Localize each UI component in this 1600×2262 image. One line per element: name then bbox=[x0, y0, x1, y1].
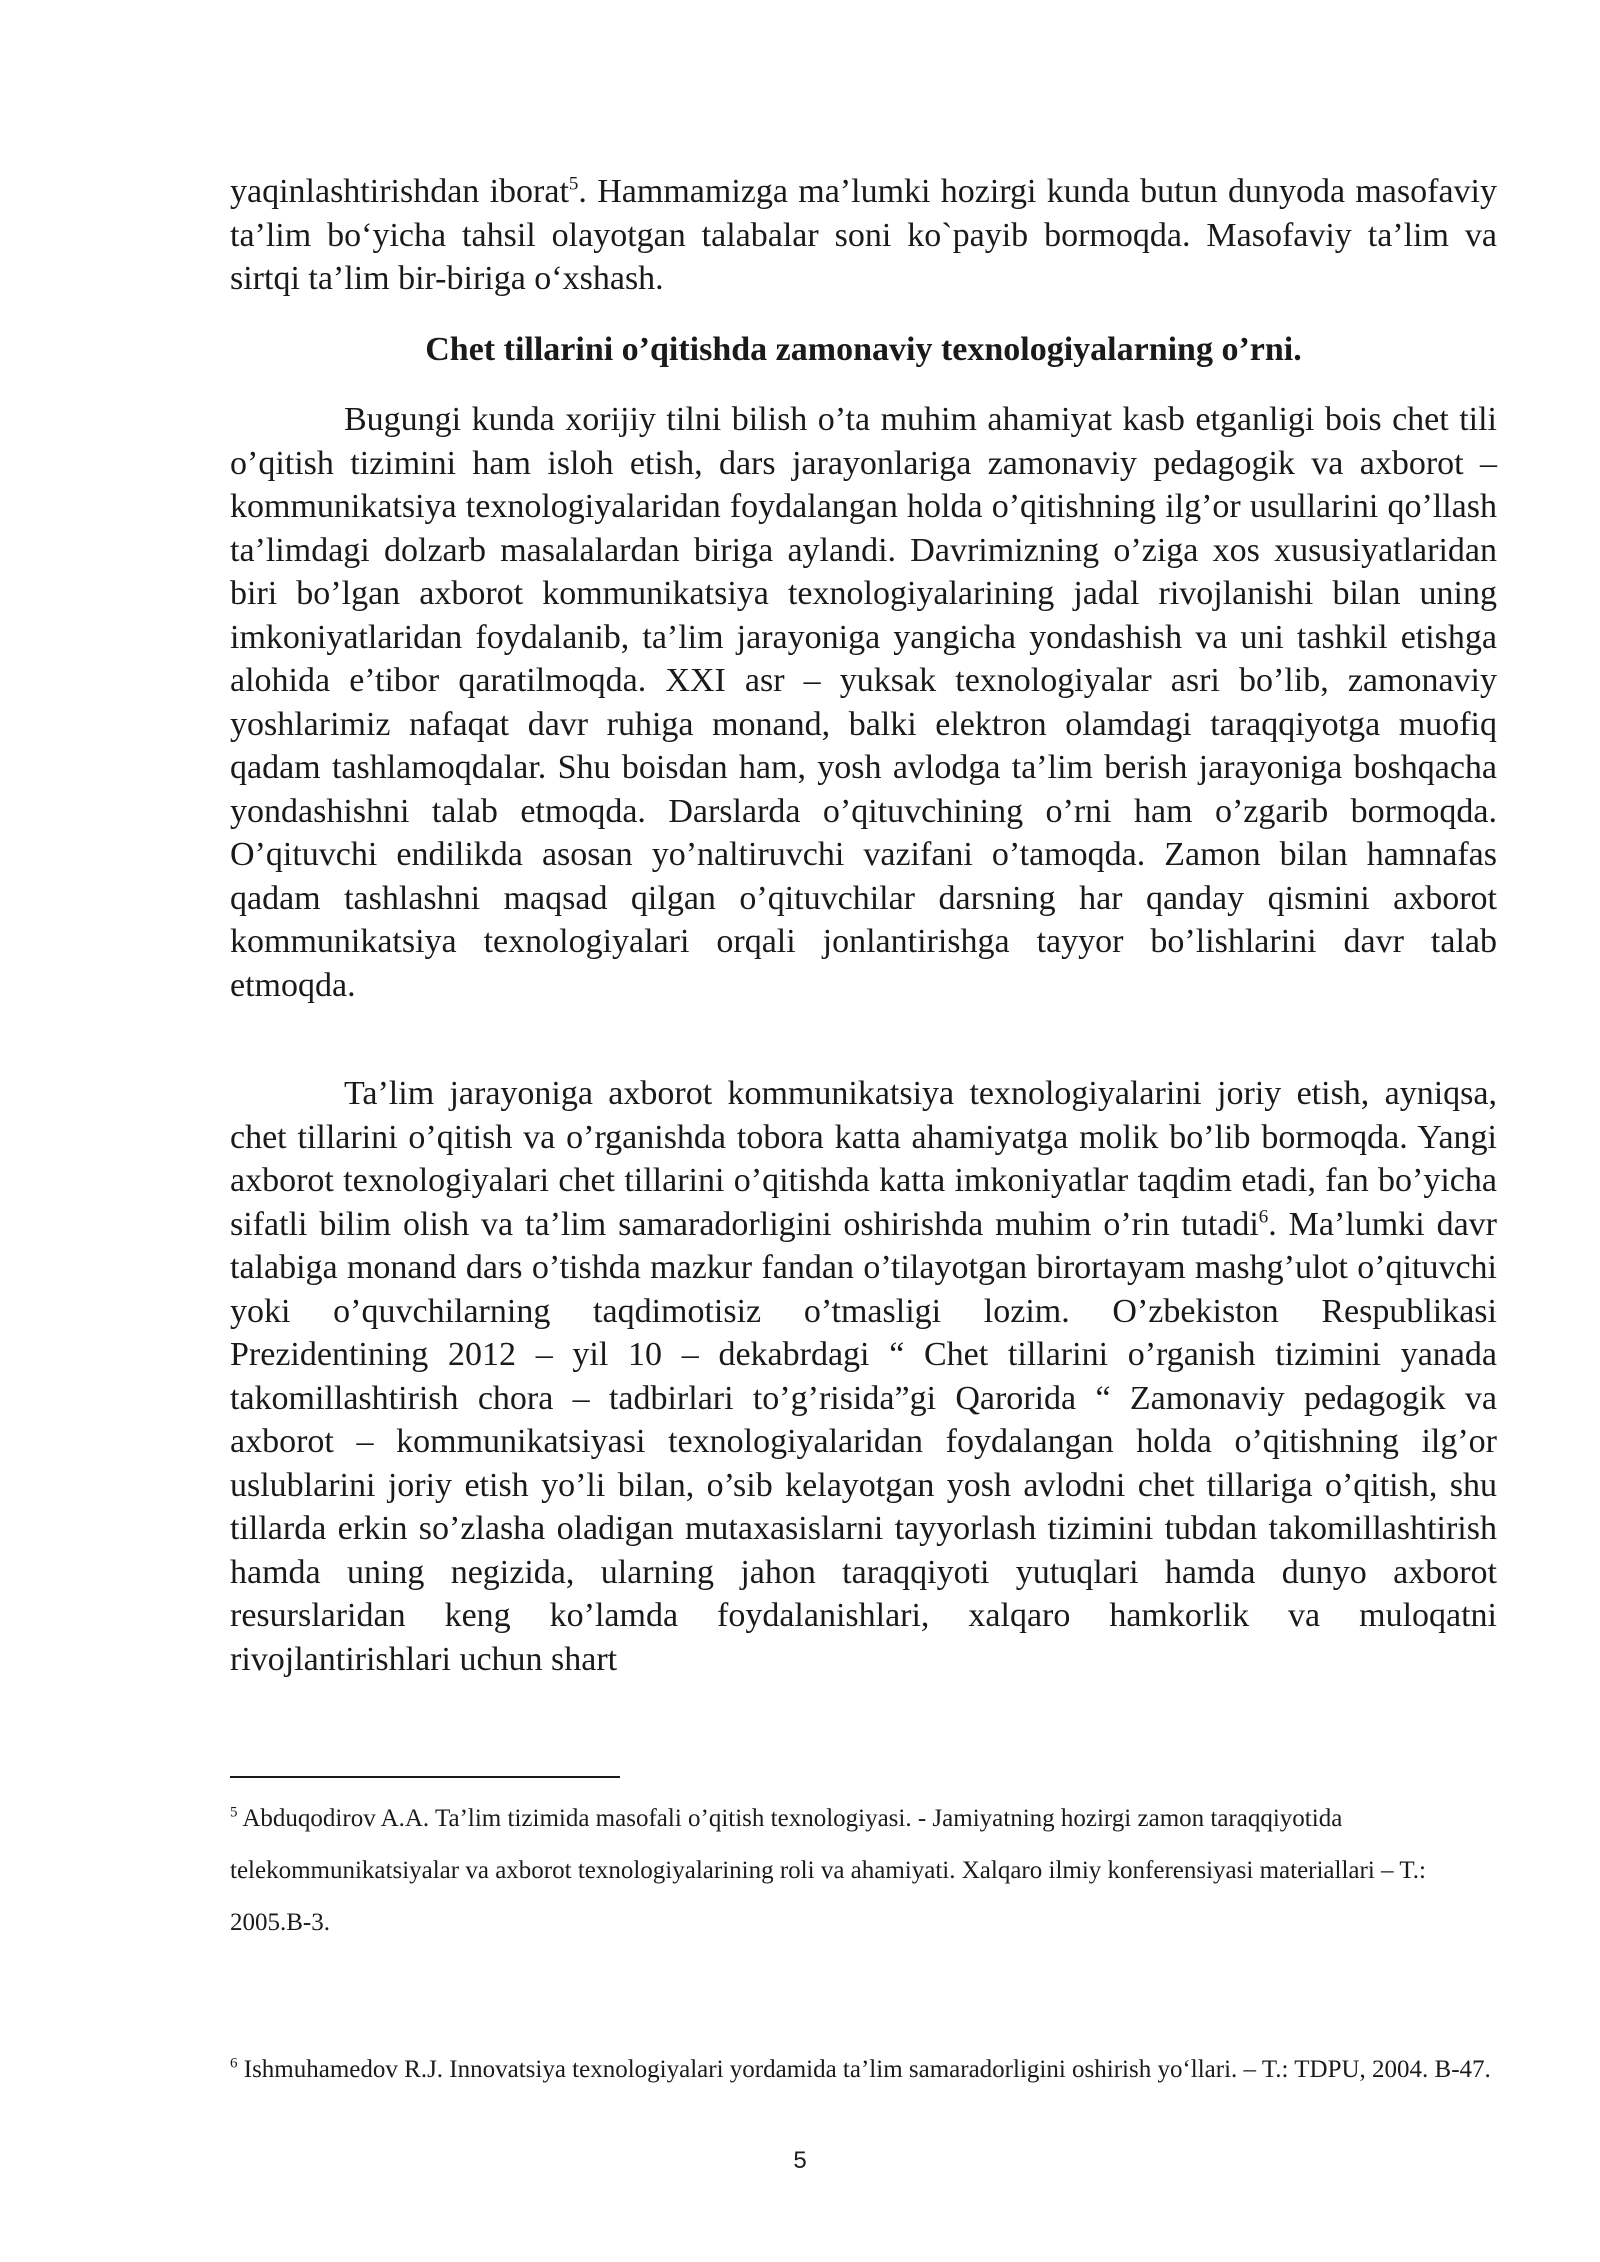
footnote-ref-5[interactable]: 5 bbox=[568, 173, 579, 195]
footnote-marker-5: 5 bbox=[230, 1804, 238, 1821]
footnote-separator bbox=[230, 1776, 620, 1778]
footnote-6-text: Ishmuhamedov R.J. Innovatsiya texnologiyalari yordamida ta’lim samaradorligini oshirish yoʻllari. – T.: TDPU, 2004. B-47. bbox=[237, 2056, 1491, 2083]
intro-paragraph bbox=[230, 170, 1497, 301]
paragraph-2-text-start: Ta’lim jarayoniga axborot kommunikatsiya texnologiyalarini joriy etish, ayniqsa, chet tillarini o’qitish va o’rganishda tobora katta ahamiyatga molik bo’lib bormoqda. Yangi axborot texnologiyalari chet tillarini o’qitishda katta imkoniyatlar taqdim etadi, fan bo’yicha sifatli bilim olish va ta’lim samaradorligini oshirishda muhim o’rin tutadi bbox=[230, 1075, 1497, 1243]
body-paragraph-2 bbox=[230, 1072, 1497, 1681]
footnote-5-text: Abduqodirov A.A. Ta’lim tizimida masofali o’qitish texnologiyasi. - Jamiyatning hozirgi zamon taraqqiyotida telekommunikatsiyalar va axborot texnologiyalarining roli va ahamiyati. Xalqaro ilmiy konferensiyasi materiallari – T.: 2005.B-3. bbox=[230, 1805, 1426, 1936]
paragraph-1-text: Bugungi kunda xorijiy tilni bilish o’ta muhim ahamiyat kasb etganligi bois chet tili o’qitish tizimini ham isloh etish, dars jarayonlariga zamonaviy pedagogik va axborot – kommunikatsiya texnologiyalaridan foydalangan holda o’qitishning ilg’or usullarini qo’llash ta’limdagi dolzarb masalalardan biriga aylandi. Davrimizning o’ziga xos xususiyatlaridan biri bo’lgan axborot kommunikatsiya texnologiyalarining jadal rivojlanishi bilan uning imkoniyatlaridan foydalanib, ta’lim jarayoniga yangicha yondashish va uni tashkil etishga alohida e’tibor qaratilmoqda. XXI asr – yuksak texnologiyalar asri bo’lib, zamonaviy yoshlarimiz nafaqat davr ruhiga monand, balki elektron olamdagi taraqqiyotga muofiq qadam tashlamoqdalar. Shu boisdan ham, yosh avlodga ta’lim berish jarayoniga boshqacha yondashishni talab etmoqda. Darslarda o’qituvchining o’rni ham o’zgarib bormoqda. O’qituvchi endilikda asosan yo’naltiruvchi vazifani o’tamoqda. Zamon bilan hamnafas qadam tashlashni maqsad qilgan o’qituvchilar darsning har qanday qismini axborot kommunikatsiya texnologiyalari orqali jonlantirishga tayyor bo’lishlarini davr talab etmoqda. bbox=[230, 401, 1497, 1004]
body-paragraph-1 bbox=[230, 398, 1497, 1007]
page-number: 5 bbox=[793, 2147, 807, 2174]
intro-text-start: yaqinlashtirishdan iborat bbox=[230, 173, 569, 210]
paragraph-2-text-end: . Ma’lumki davr talabiga monand dars o’tishda mazkur fandan o’tilayotgan birortayam mashg’ulot o’qituvchi yoki o’quvchilarning taqdimotisiz o’tmasligi lozim. O’zbekiston Respublikasi Prezidentining 2012 – yil 10 – dekabrdagi “ Chet tillarini o’rganish tizimini yanada takomillashtirish chora – tadbirlari to’g’risida”gi Qarorida “ Zamonaviy pedagogik va axborot – kommunikatsiyasi texnologiyalaridan foydalangan holda o’qitishning ilg’or uslublarini joriy etish yo’li bilan, o’sib kelayotgan yosh avlodni chet tillariga o’qitish, shu tillarda erkin so’zlasha oladigan mutaxasislarni tayyorlash tizimini tubdan takomillashtirish hamda uning negizida, ularning jahon taraqqiyoti yutuqlari hamda dunyo axborot resurslaridan keng ko’lamda foydalanishlari, xalqaro hamkorlik va muloqatni rivojlantirishlari uchun shart bbox=[230, 1205, 1497, 1678]
footnote-ref-6[interactable]: 6 bbox=[1258, 1206, 1269, 1228]
footnote-marker-6: 6 bbox=[230, 2055, 238, 2072]
footnote-6 bbox=[230, 2052, 1497, 2088]
section-heading: Chet tillarini o’qitishda zamonaviy texnologiyalarning o’rni. bbox=[425, 331, 1302, 368]
footnote-5 bbox=[230, 1793, 1497, 1949]
intro-text-end: . Hammamizga ma’lumki hozirgi kunda butun dunyoda masofaviy ta’lim boʻyicha tahsil olayotgan talabalar soni ko`payib bormoqda. Masofaviy ta’lim va sirtqi ta’lim bir-biriga oʻxshash. bbox=[230, 173, 1497, 297]
